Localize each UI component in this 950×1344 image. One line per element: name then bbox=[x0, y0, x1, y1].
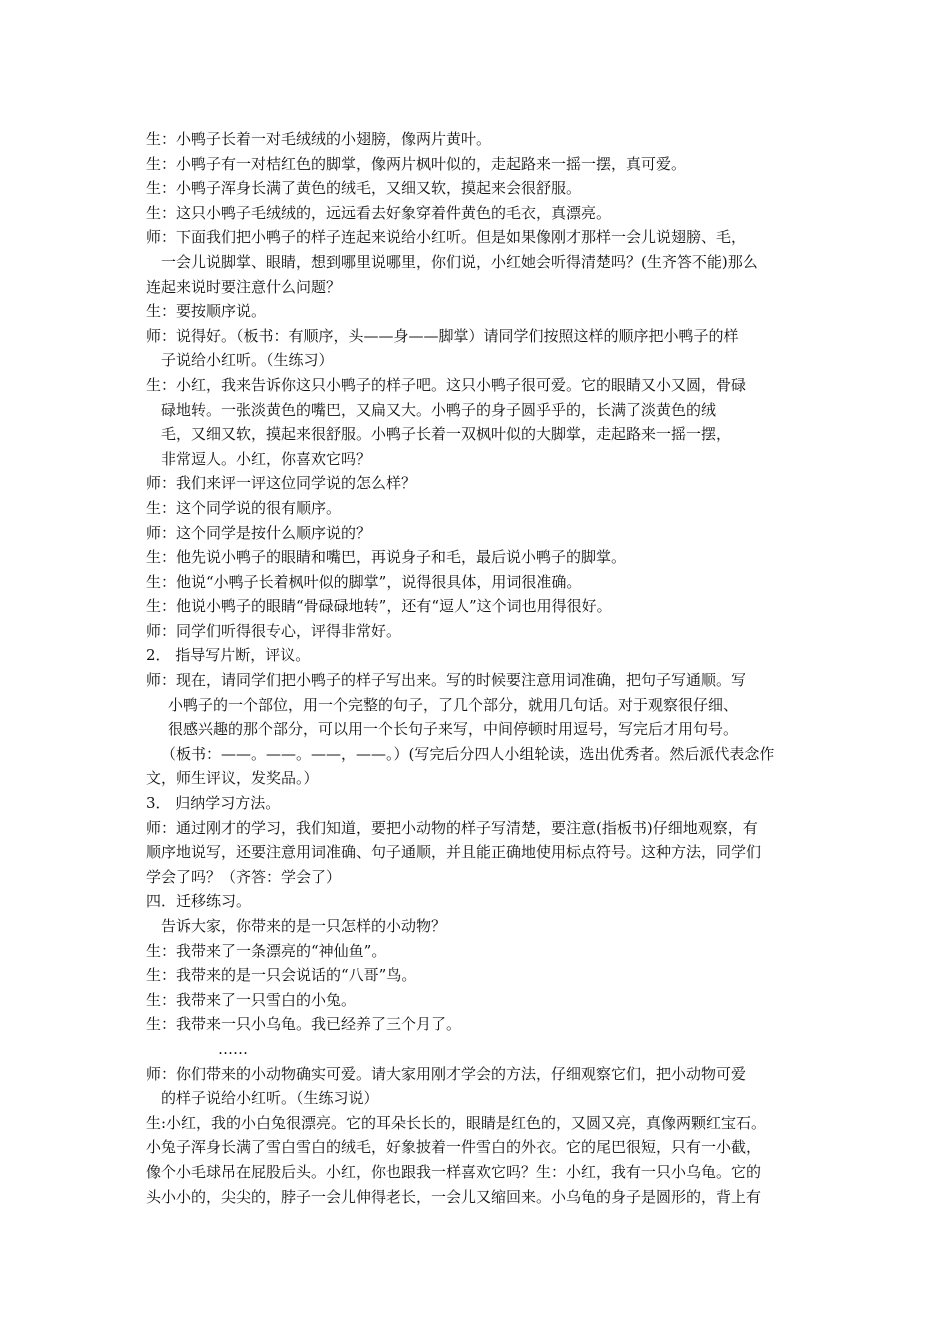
text-line: 生：他说小鸭子的眼睛“骨碌碌地转”，还有“逗人”这个词也用得很好。 bbox=[146, 597, 612, 616]
text-line: 生：小鸭子浑身长满了黄色的绒毛，又细又软，摸起来会很舒服。 bbox=[146, 179, 582, 198]
text-line: 师：通过刚才的学习，我们知道，要把小动物的样子写清楚，要注意(指板书)仔细地观察，有 bbox=[146, 818, 758, 837]
text-line: 顺序地说写，还要注意用词准确、句子通顺，并且能正确地使用标点符号。这种方法，同学们 bbox=[146, 843, 762, 862]
text-line: 一会儿说脚掌、眼睛，想到哪里说哪里，你们说，小红她会听得清楚吗？(生齐答不能)那么 bbox=[161, 252, 758, 271]
lesson-transcript-body bbox=[146, 127, 810, 1209]
text-line: 生：这只小鸭子毛绒绒的，远远看去好象穿着件黄色的毛衣，真漂亮。 bbox=[146, 203, 612, 222]
text-line: 小鸭子的一个部位，用一个完整的句子，了几个部分，就用几句话。对于观察很仔细、 bbox=[168, 695, 739, 714]
text-line: 连起来说时要注意什么问题？ bbox=[146, 277, 342, 296]
text-line: 师：说得好。（板书：有顺序，头——身——脚掌）请同学们按照这样的顺序把小鸭子的样 bbox=[146, 326, 739, 345]
text-line: 的样子说给小红听。（生练习说） bbox=[161, 1089, 379, 1108]
text-line: 生:小红，我的小白兔很漂亮。它的耳朵长长的，眼睛是红色的，又圆又亮，真像两颗红宝石。 bbox=[146, 1113, 767, 1132]
text-line: 碌地转。一张淡黄色的嘴巴，又扁又大。小鸭子的身子圆乎乎的，长满了淡黄色的绒 bbox=[161, 400, 717, 419]
text-line: （板书：——。——。——，——。）(写完后分四人小组轮读，选出优秀者。然后派代表念作 bbox=[161, 744, 775, 763]
text-line: 3． 归纳学习方法。 bbox=[146, 794, 281, 813]
text-line: 师：下面我们把小鸭子的样子连起来说给小红听。但是如果像刚才那样一会儿说翅膀、毛， bbox=[146, 228, 747, 247]
text-line: 非常逗人。小红，你喜欢它吗？ bbox=[161, 449, 372, 468]
text-line: 生：我带来的是一只会说话的“八哥”鸟。 bbox=[146, 966, 417, 985]
text-line: …… bbox=[218, 1039, 248, 1058]
text-line: 2． 指导写片断，评议。 bbox=[146, 646, 311, 665]
text-line: 学会了吗？（齐答：学会了） bbox=[146, 867, 342, 886]
text-line: 毛，又细又软，摸起来很舒服。小鸭子长着一双枫叶似的大脚掌，走起路来一摇一摆， bbox=[161, 425, 732, 444]
text-line: 生：小鸭子有一对桔红色的脚掌，像两片枫叶似的，走起路来一摇一摆，真可爱。 bbox=[146, 154, 687, 173]
text-line: 生：要按顺序说。 bbox=[146, 302, 267, 321]
text-line: 子说给小红听。（生练习） bbox=[161, 351, 334, 370]
text-line: 生：我带来一只小乌龟。我已经养了三个月了。 bbox=[146, 1015, 462, 1034]
text-line: 文，师生评议，发奖品。） bbox=[146, 769, 319, 788]
text-line: 师：这个同学是按什么顺序说的？ bbox=[146, 523, 372, 542]
text-line: 生：我带来了一只雪白的小兔。 bbox=[146, 990, 357, 1009]
text-line: 生：我带来了一条漂亮的“神仙鱼”。 bbox=[146, 941, 387, 960]
text-line: 生：他说“小鸭子长着枫叶似的脚掌”，说得很具体，用词很准确。 bbox=[146, 572, 582, 591]
text-line: 生：小红，我来告诉你这只小鸭子的样子吧。这只小鸭子很可爱。它的眼睛又小又圆，骨碌 bbox=[146, 375, 747, 394]
text-line: 四．迁移练习。 bbox=[146, 892, 252, 911]
text-line: 告诉大家，你带来的是一只怎样的小动物？ bbox=[161, 917, 447, 935]
text-line: 师：你们带来的小动物确实可爱。请大家用刚才学会的方法，仔细观察它们，把小动物可爱 bbox=[146, 1064, 747, 1083]
text-line: 师：同学们听得很专心，评得非常好。 bbox=[146, 621, 402, 640]
text-line: 小兔子浑身长满了雪白雪白的绒毛，好象披着一件雪白的外衣。它的尾巴很短，只有一小截， bbox=[146, 1138, 762, 1157]
text-line: 像个小毛球吊在屁股后头。小红，你也跟我一样喜欢它吗？生：小红，我有一只小乌龟。它的 bbox=[146, 1162, 762, 1181]
text-line: 师：现在，请同学们把小鸭子的样子写出来。写的时候要注意用词准确，把句子写通顺。写 bbox=[146, 671, 747, 690]
text-line: 生：他先说小鸭子的眼睛和嘴巴，再说身子和毛，最后说小鸭子的脚掌。 bbox=[146, 548, 627, 567]
text-line: 师：我们来评一评这位同学说的怎么样？ bbox=[146, 474, 417, 493]
text-line: 头小小的，尖尖的，脖子一会儿伸得老长，一会儿又缩回来。小乌龟的身子是圆形的，背上有 bbox=[146, 1187, 762, 1206]
text-line: 生：这个同学说的很有顺序。 bbox=[146, 498, 342, 517]
text-line: 很感兴趣的那个部分，可以用一个长句子来写，中间停顿时用逗号，写完后才用句号。 bbox=[168, 720, 739, 739]
text-line: 生：小鸭子长着一对毛绒绒的小翅膀，像两片黄叶。 bbox=[146, 130, 492, 148]
